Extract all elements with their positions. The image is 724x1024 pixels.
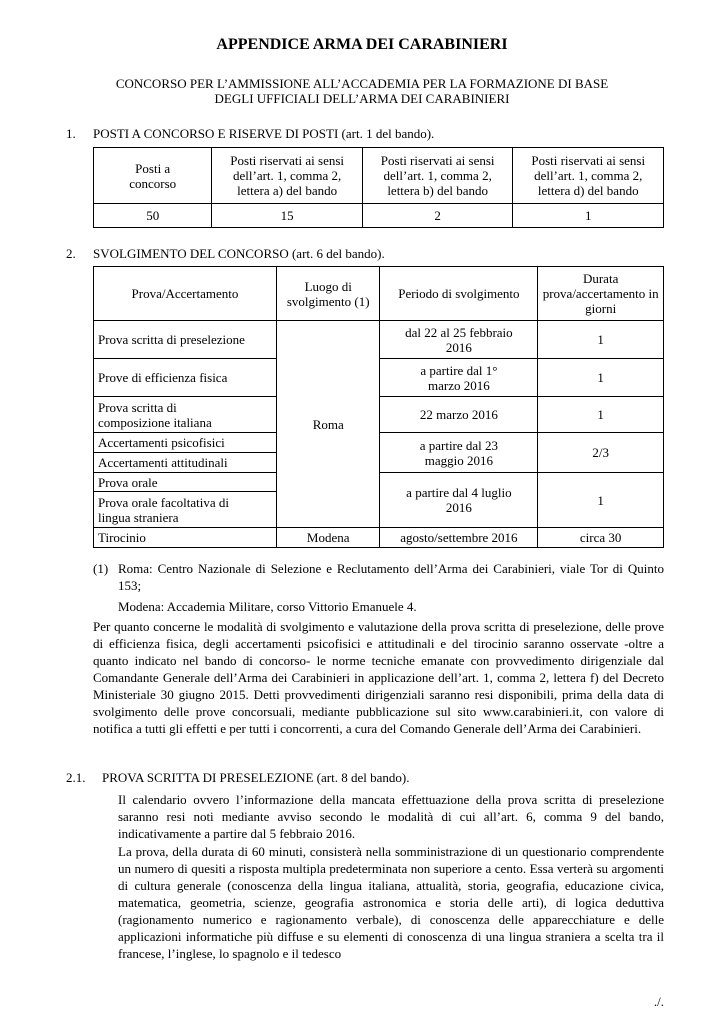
periodo-text: a partire dal 4 luglio 2016 (406, 485, 512, 515)
section-1-number: 1. (66, 126, 76, 141)
header-text: Posti riservati ai sensi dell’art. 1, comma 2, lettera a) del bando (230, 153, 345, 198)
posti-table (93, 147, 664, 228)
durata-cell: 1 (538, 397, 664, 433)
prova-text: Prova scritta di composizione italiana (98, 399, 212, 430)
header-periodo: Periodo di svolgimento (380, 267, 538, 321)
durata-cell: 1 (538, 359, 664, 397)
subtitle-line: CONCORSO PER L’AMMISSIONE ALL’ACCADEMIA PER LA FORMAZIONE DI BASE (115, 76, 609, 91)
section-2-paragraph: Per quanto concerne le modalità di svolgimento e valutazione della prova scritta di preselezione, delle prove di efficienza fisica, degli accertamenti psicofisici e attitudinali e del tirocinio saranno osservate -oltre a quanto indicato nel bando di concorso- le norme tecniche emanate con provvedimento dirigenziale dal Comandante Generale dell’Arma dei Carabinieri in applicazione dell’art. 1, comma 2, lettera f) del Decreto Ministeriale 30 giugno 2015. Detti provvedimenti dirigenziali saranno resi disponibili, prima della data di svolgimento delle prove concorsuali, mediante pubblicazione sul sito www.carabinieri.it, con valore di notifica a tutti gli effetti e per tutti i concorrenti, a cura del Comando Generale dell’Arma dei Carabinieri. (93, 619, 664, 736)
subtitle-line: DEGLI UFFICIALI DELL’ARMA DEI CARABINIERI (214, 91, 510, 106)
header-text: Posti riservati ai sensi dell’art. 1, comma 2, lettera d) del bando (531, 153, 646, 198)
durata-cell: circa 30 (538, 528, 664, 548)
header-luogo (276, 267, 380, 321)
periodo-cell (380, 433, 538, 473)
periodo-cell: 22 marzo 2016 (380, 397, 538, 433)
posti-value-riserva-b: 2 (362, 204, 513, 228)
prova-cell: Prove di efficienza fisica (94, 359, 277, 397)
header-text: Luogo di svolgimento (1) (286, 278, 370, 309)
durata-cell: 1 (538, 473, 664, 528)
periodo-cell (380, 359, 538, 397)
section-2-number: 2. (66, 246, 76, 261)
section-2-1-number: 2.1. (66, 770, 86, 785)
table-row (94, 321, 664, 359)
prova-text: Prova orale facoltativa di lingua straniera (98, 494, 230, 525)
header-text: Posti riservati ai sensi dell’art. 1, comma 2, lettera b) del bando (380, 153, 495, 198)
periodo-text: dal 22 al 25 febbraio 2016 (405, 324, 513, 355)
durata-cell: 1 (538, 321, 664, 359)
continuation-mark: ./. (653, 994, 664, 1009)
luogo-roma-cell: Roma (276, 321, 380, 528)
footnote-modena: Modena: Accademia Militare, corso Vittorio Emanuele 4. (118, 599, 417, 614)
section-2-heading: SVOLGIMENTO DEL CONCORSO (art. 6 del bando). (93, 246, 385, 261)
posti-value-concorso: 50 (94, 204, 212, 228)
periodo-cell (380, 321, 538, 359)
document-subtitle (60, 76, 664, 106)
luogo-modena-cell: Modena (276, 528, 380, 548)
header-durata (538, 267, 664, 321)
posti-header-riserva-b (362, 148, 513, 204)
durata-cell: 2/3 (538, 433, 664, 473)
prova-cell: Prova orale (94, 473, 277, 492)
periodo-text: a partire dal 23 maggio 2016 (419, 437, 499, 468)
periodo-cell: agosto/settembre 2016 (380, 528, 538, 548)
header-text: Durata prova/accertamento in giorni (542, 271, 659, 316)
posti-header-riserva-d (513, 148, 664, 204)
prova-cell: Accertamenti attitudinali (94, 453, 277, 473)
footnote-roma: Roma: Centro Nazionale di Selezione e Reclutamento dell’Arma dei Carabinieri, viale Tor di Quinto 153; (118, 561, 664, 593)
posti-value-riserva-d: 1 (513, 204, 664, 228)
posti-header-riserva-a (212, 148, 363, 204)
prova-cell: Accertamenti psicofisici (94, 433, 277, 453)
footnote-marker: (1) (93, 561, 109, 576)
periodo-text: a partire dal 1° marzo 2016 (420, 362, 498, 393)
prova-cell (94, 397, 277, 433)
prova-cell: Tirocinio (94, 528, 277, 548)
header-prova: Prova/Accertamento (94, 267, 277, 321)
prova-cell: Prova scritta di preselezione (94, 321, 277, 359)
page-title: APPENDICE ARMA DEI CARABINIERI (216, 36, 508, 53)
prova-cell (94, 492, 277, 528)
section-2-1-paragraph-2: La prova, della durata di 60 minuti, consisterà nella somministrazione di un questionario comprendente un numero di quesiti a risposta multipla predeterminata non superiore a cento. Essa verterà su argomenti di cultura generale (conoscenza della lingua italiana, attualità, storia, geografia, educazione civica, matematica, geometria, scienze, geografia astronomica e storia delle arti), di logica deduttiva (ragionamento numerico e ragionamento verbale), di conoscenza delle apparecchiature e delle applicazioni informatiche più diffuse e su elementi di conoscenza di una lingua straniera a scelta tra il francese, l’inglese, lo spagnolo e il tedesco (118, 844, 664, 961)
table-row (94, 528, 664, 548)
header-text: Posti a concorso (129, 160, 177, 191)
svolgimento-table (93, 266, 664, 548)
section-2-1-paragraph-1: Il calendario ovvero l’informazione della mancata effettuazione della prova scritta di preselezione saranno resi noti mediante avviso secondo le modalità di cui all’art. 6, comma 9 del bando, indicativamente a partire dal 5 febbraio 2016. (118, 792, 664, 841)
periodo-cell (380, 473, 538, 528)
section-1-heading: POSTI A CONCORSO E RISERVE DI POSTI (art. 1 del bando). (93, 126, 435, 141)
posti-value-riserva-a: 15 (212, 204, 363, 228)
posti-header-concorso (94, 148, 212, 204)
section-2-1-heading: PROVA SCRITTA DI PRESELEZIONE (art. 8 del bando). (102, 770, 410, 785)
